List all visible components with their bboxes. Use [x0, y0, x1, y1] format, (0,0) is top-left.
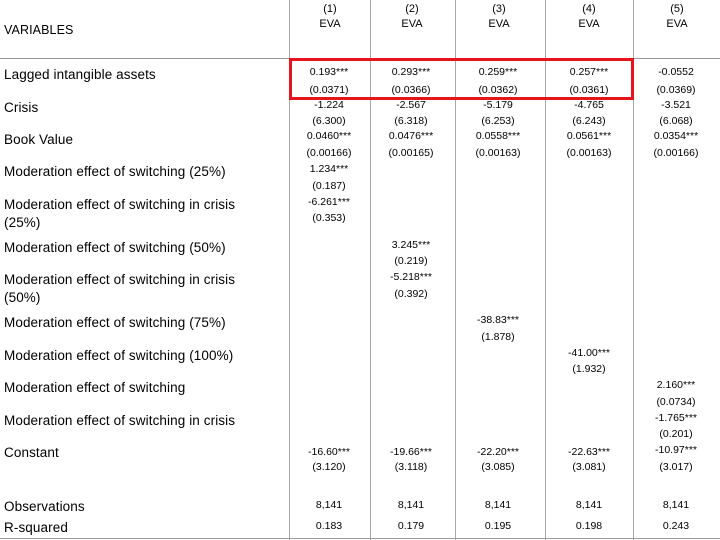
- cell-observations: 8,141: [662, 499, 690, 511]
- cell-coefficient: 0.0558***: [475, 130, 521, 142]
- cell-coefficient: 0.0476***: [388, 130, 434, 142]
- cell-std-error: (0.187): [312, 180, 346, 192]
- cell-std-error: (0.00163): [566, 147, 612, 159]
- row-label-line: Moderation effect of switching in crisis: [4, 197, 236, 212]
- cell-rsquared: 0.195: [484, 520, 512, 532]
- row-label-mod-100: Moderation effect of switching (100%): [4, 348, 234, 363]
- column-dependent-var: EVA: [488, 18, 510, 30]
- cell-std-error: (0.392): [394, 288, 428, 300]
- column-number: (2): [405, 3, 419, 15]
- cell-coefficient: 3.245***: [391, 239, 431, 251]
- cell-std-error: (0.0369): [656, 84, 696, 96]
- cell-coefficient: 0.257***: [569, 66, 609, 78]
- row-label-crisis: Crisis: [4, 100, 39, 115]
- cell-std-error: (3.120): [312, 461, 346, 473]
- cell-std-error: (1.932): [572, 363, 606, 375]
- row-label-mod-25: Moderation effect of switching (25%): [4, 164, 226, 179]
- cell-std-error: (0.0361): [569, 84, 609, 96]
- row-label-constant: Constant: [4, 445, 59, 460]
- cell-coefficient: -3.521: [661, 99, 691, 111]
- cell-std-error: (3.081): [572, 461, 606, 473]
- column-header-4: [559, 2, 619, 32]
- cell-observations: 8,141: [315, 499, 343, 511]
- column-header-2: [382, 2, 442, 32]
- cell-coefficient: -22.20***: [476, 446, 520, 458]
- column-header-3: [469, 2, 529, 32]
- row-label-mod-crisis-25: [4, 196, 286, 232]
- cell-std-error: (0.0366): [391, 84, 431, 96]
- column-number: (4): [582, 3, 596, 15]
- cell-std-error: (6.243): [572, 115, 606, 127]
- column-header-5: [647, 2, 707, 32]
- row-label-rsquared: R-squared: [4, 520, 68, 535]
- cell-std-error: (3.118): [394, 461, 428, 473]
- cell-coefficient: -4.765: [574, 99, 604, 111]
- cell-coefficient: -16.60***: [307, 446, 351, 458]
- cell-std-error: (0.0362): [478, 84, 518, 96]
- cell-coefficient: -1.224: [314, 99, 344, 111]
- row-label-line: Moderation effect of switching in crisis: [4, 272, 236, 287]
- cell-std-error: (0.353): [312, 212, 346, 224]
- highlight-box: [289, 58, 634, 100]
- cell-std-error: (1.878): [481, 331, 515, 343]
- cell-coefficient: 0.0460***: [306, 130, 352, 142]
- row-label-mod-75: Moderation effect of switching (75%): [4, 315, 226, 330]
- cell-coefficient: -6.261***: [307, 196, 351, 208]
- cell-observations: 8,141: [484, 499, 512, 511]
- cell-observations: 8,141: [575, 499, 603, 511]
- cell-std-error: (0.00166): [306, 147, 352, 159]
- cell-std-error: (6.253): [481, 115, 515, 127]
- variables-header: VARIABLES: [4, 23, 74, 37]
- cell-coefficient: -38.83***: [476, 314, 520, 326]
- cell-coefficient: -0.0552: [658, 66, 694, 78]
- cell-coefficient: -41.00***: [567, 347, 611, 359]
- cell-std-error: (0.00166): [653, 147, 699, 159]
- cell-coefficient: -5.179: [483, 99, 513, 111]
- cell-coefficient: 0.0354***: [653, 130, 699, 142]
- table-bottom-rule: [0, 538, 720, 539]
- row-label-mod: Moderation effect of switching: [4, 380, 186, 395]
- cell-coefficient: -19.66***: [389, 446, 433, 458]
- row-label-mod-50: Moderation effect of switching (50%): [4, 240, 226, 255]
- cell-coefficient: 0.0561***: [566, 130, 612, 142]
- row-label-mod-crisis: Moderation effect of switching in crisis: [4, 413, 236, 428]
- cell-std-error: (3.085): [481, 461, 515, 473]
- cell-std-error: (0.0734): [656, 396, 696, 408]
- cell-observations: 8,141: [397, 499, 425, 511]
- cell-rsquared: 0.198: [575, 520, 603, 532]
- column-dependent-var: EVA: [578, 18, 600, 30]
- cell-std-error: (0.00165): [388, 147, 434, 159]
- column-dependent-var: EVA: [666, 18, 688, 30]
- cell-coefficient: -10.97***: [654, 444, 698, 456]
- cell-std-error: (6.318): [394, 115, 428, 127]
- column-dependent-var: EVA: [319, 18, 341, 30]
- cell-std-error: (0.00163): [475, 147, 521, 159]
- row-label-lagged-intangible: Lagged intangible assets: [4, 67, 156, 82]
- column-number: (3): [492, 3, 506, 15]
- row-label-observations: Observations: [4, 499, 85, 514]
- cell-std-error: (0.219): [394, 255, 428, 267]
- row-label-line: (25%): [4, 215, 41, 230]
- cell-std-error: (3.017): [659, 461, 693, 473]
- row-label-mod-crisis-50: [4, 271, 286, 307]
- cell-std-error: (0.0371): [309, 84, 349, 96]
- cell-coefficient: -2.567: [396, 99, 426, 111]
- column-number: (5): [670, 3, 684, 15]
- column-number: (1): [323, 3, 337, 15]
- cell-rsquared: 0.243: [662, 520, 690, 532]
- cell-std-error: (6.068): [659, 115, 693, 127]
- row-label-book-value: Book Value: [4, 132, 74, 147]
- cell-coefficient: 0.193***: [309, 66, 349, 78]
- cell-coefficient: 0.293***: [391, 66, 431, 78]
- cell-std-error: (6.300): [312, 115, 346, 127]
- cell-coefficient: 1.234***: [309, 163, 349, 175]
- cell-rsquared: 0.179: [397, 520, 425, 532]
- cell-coefficient: 0.259***: [478, 66, 518, 78]
- row-label-line: (50%): [4, 290, 41, 305]
- cell-std-error: (0.201): [659, 428, 693, 440]
- column-header-1: [300, 2, 360, 32]
- cell-coefficient: -5.218***: [389, 271, 433, 283]
- cell-coefficient: -1.765***: [654, 412, 698, 424]
- cell-coefficient: -22.63***: [567, 446, 611, 458]
- cell-coefficient: 2.160***: [656, 379, 696, 391]
- column-dependent-var: EVA: [401, 18, 423, 30]
- cell-rsquared: 0.183: [315, 520, 343, 532]
